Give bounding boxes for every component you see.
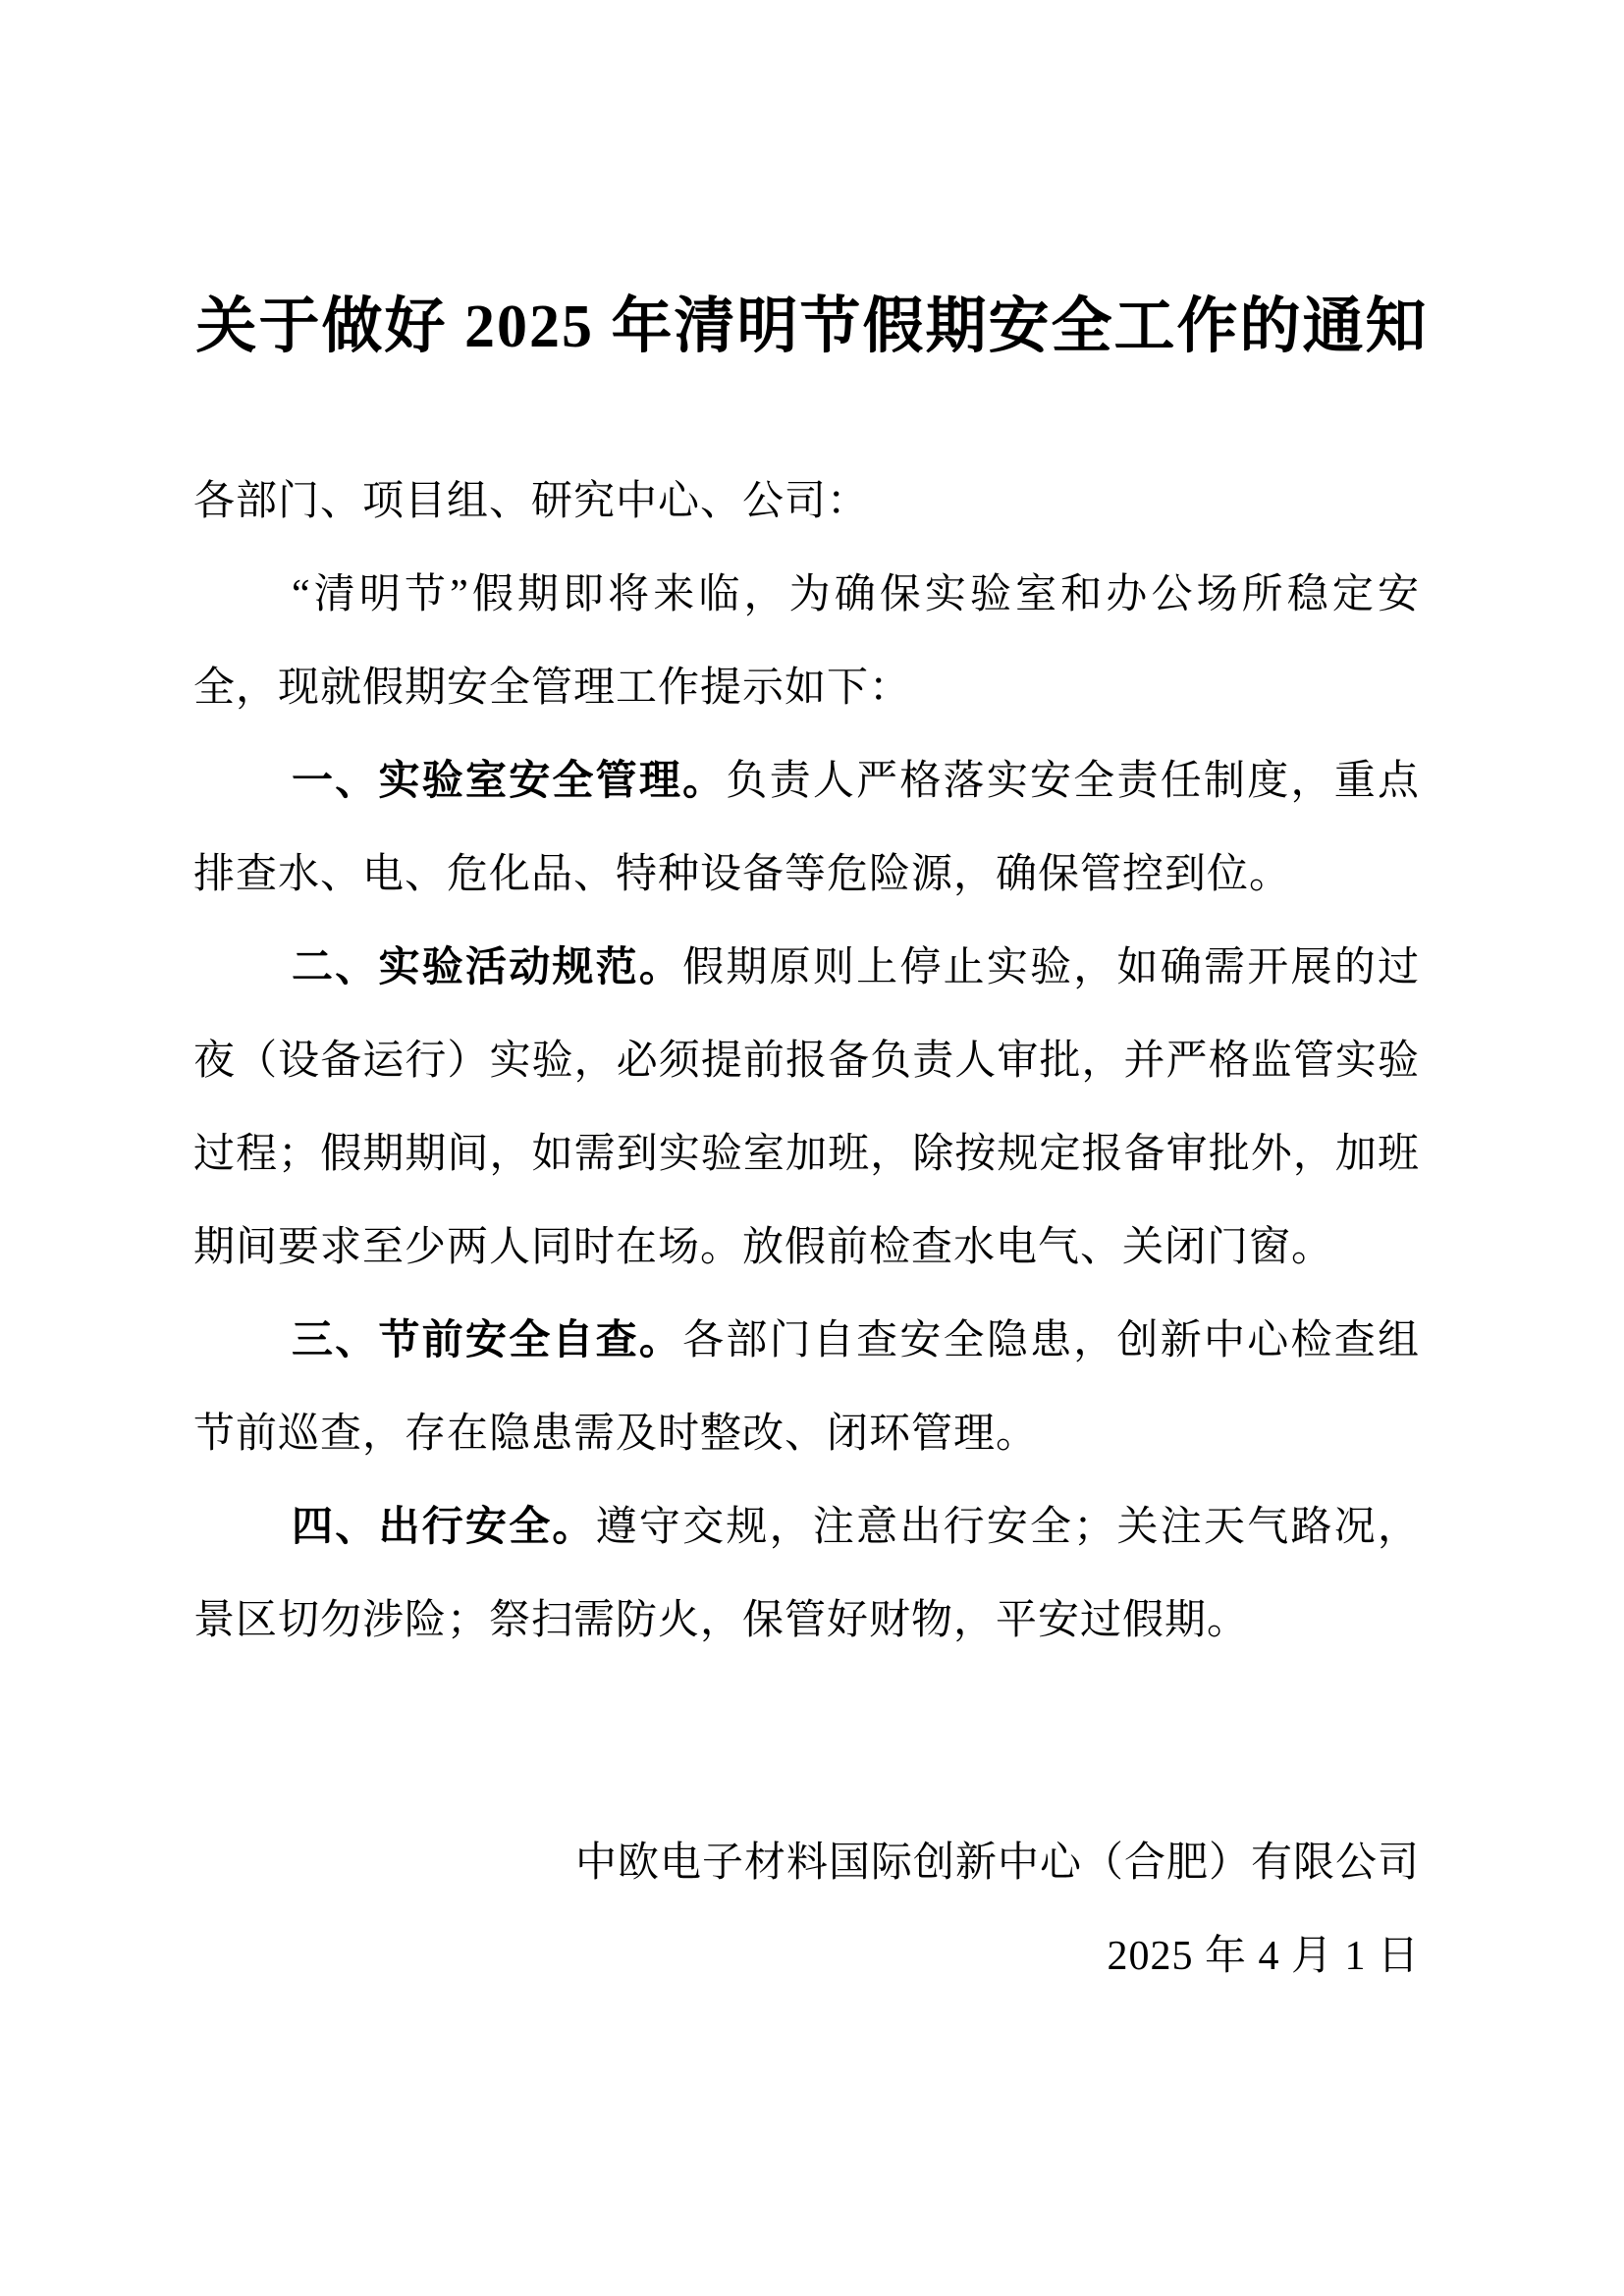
section-paragraph-1 <box>193 735 1420 922</box>
section-4-heading: 四、出行安全。 <box>292 1505 596 1550</box>
section-2-heading: 二、实验活动规范。 <box>292 945 683 990</box>
section-paragraph-3 <box>193 1295 1420 1481</box>
section-3-body: 各部门自查安全隐患，创新中心检查组节前巡查，存在隐患需及时整改、闭环管理。 <box>193 1318 1420 1457</box>
section-paragraph-4 <box>193 1481 1420 1668</box>
signature-date: 2025 年 4 月 1 日 <box>1107 1934 1420 1979</box>
signature-block <box>193 1817 1420 2003</box>
salutation-line: 各部门、项目组、研究中心、公司： <box>193 479 870 524</box>
document-body <box>0 455 1624 2003</box>
section-4-body: 遵守交规，注意出行安全；关注天气路况，景区切勿涉险；祭扫需防火，保管好财物，平安过假期。 <box>193 1505 1420 1643</box>
signature-company: 中欧电子材料国际创新中心（合肥）有限公司 <box>574 1841 1420 1886</box>
section-1-body: 负责人严格落实安全责任制度，重点排查水、电、危化品、特种设备等危险源，确保管控到位。 <box>193 759 1420 897</box>
section-3-heading: 三、节前安全自查。 <box>292 1318 683 1363</box>
section-1-heading: 一、实验室安全管理。 <box>292 759 727 804</box>
page-title: 关于做好 2025 年清明节假期安全工作的通知 <box>195 294 1429 360</box>
section-paragraph-2 <box>193 922 1420 1295</box>
intro-paragraph: “清明节”假期即将来临，为确保实验室和办公场所稳定安全，现就假期安全管理工作提示如下： <box>193 572 1420 711</box>
section-2-body: 假期原则上停止实验，如确需开展的过夜（设备运行）实验，必须提前报备负责人审批，并严格监管实验过程；假期期间，如需到实验室加班，除按规定报备审批外，加班期间要求至少两人同时在场。放假前检查水电气、关闭门窗。 <box>193 945 1420 1270</box>
